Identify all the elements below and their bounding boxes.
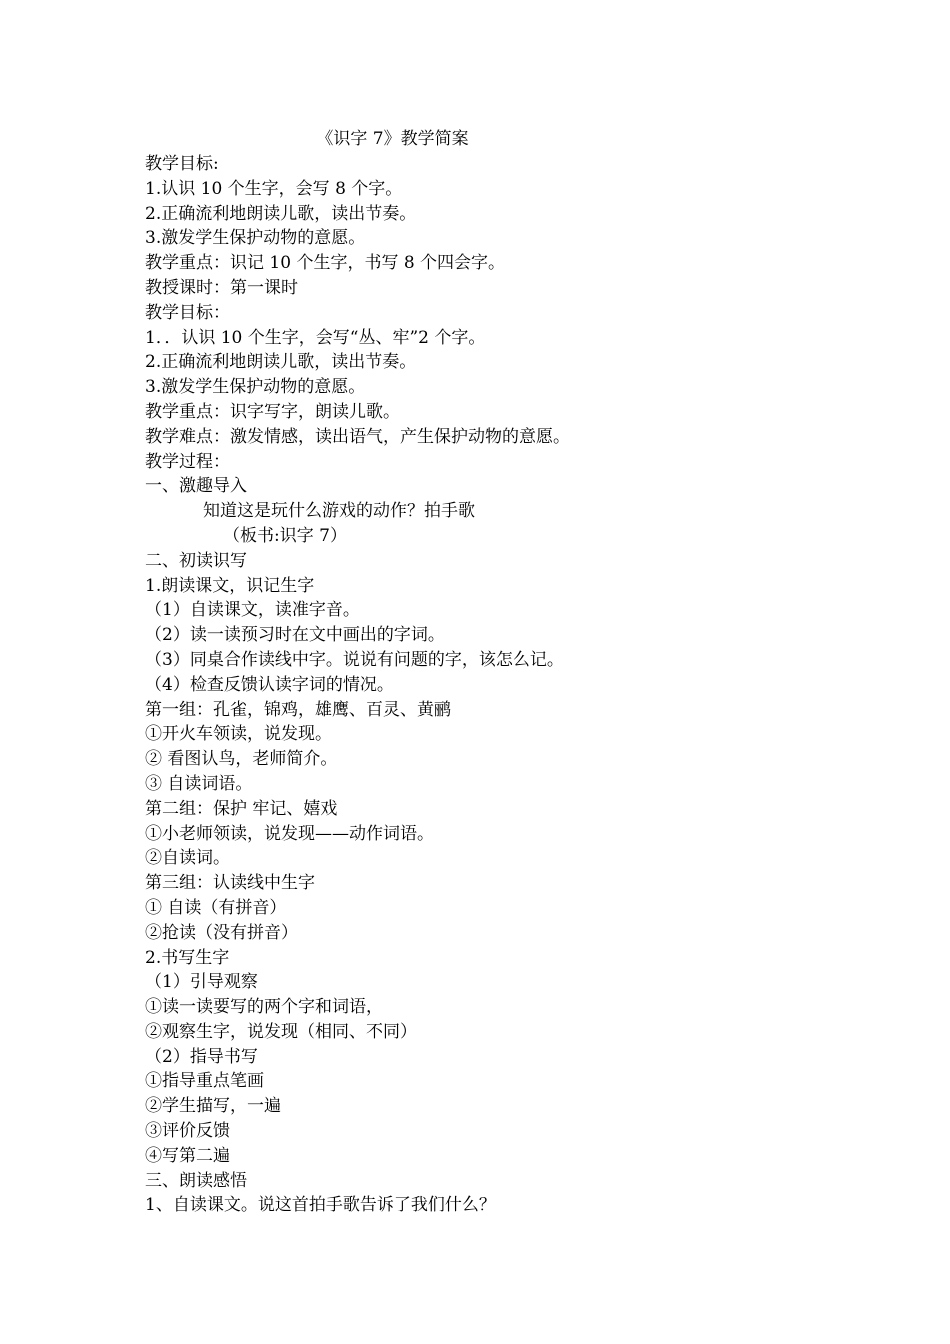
text-line: ② 看图认鸟，老师简介。 [145,749,338,770]
text-line: ① 自读（有拼音） [145,897,287,918]
text-line: （4）检查反馈认读字词的情况。 [145,674,394,695]
text-line: 教学目标: [145,154,219,174]
text-line: 2.正确流利地朗读儿歌，读出节奏。 [145,203,417,224]
text-line: ①指导重点笔画 [145,1071,264,1092]
text-line: 教学重点：识字写字，朗读儿歌。 [145,401,400,422]
text-line: 教授课时：第一课时 [145,277,298,298]
text-line: 第三组：认读线中生字 [145,873,315,894]
text-line: ④写第二遍 [145,1145,230,1166]
text-line: ③ 自读词语。 [145,773,253,794]
text-line: 知道这是玩什么游戏的动作？拍手歌 [203,501,475,522]
text-line: ①开火车领读，说发现。 [145,724,332,745]
text-line: ②自读词。 [145,848,230,869]
text-line: （3）同桌合作读线中字。说说有问题的字，该怎么记。 [145,649,564,670]
text-line: 3.激发学生保护动物的意愿。 [145,377,366,398]
text-line: 3.激发学生保护动物的意愿。 [145,228,366,249]
text-line: ①小老师领读，说发现——动作词语。 [145,823,434,844]
text-line: ②学生描写，一遍 [145,1096,281,1117]
text-line: 1.朗读课文，识记生字 [145,575,315,596]
text-line: （2）指导书写 [145,1046,258,1067]
section-heading: 三、朗读感悟 [145,1170,247,1191]
text-line: 2.正确流利地朗读儿歌，读出节奏。 [145,352,417,373]
document-title: 《识字 7》教学简案 [316,129,469,149]
text-line: 教学过程： [145,451,230,472]
document-body [145,152,805,1218]
text-line: （2）读一读预习时在文中画出的字词。 [145,625,445,646]
text-line: ②观察生字，说发现（相同、不同） [145,1021,417,1042]
text-line: 第一组：孔雀，锦鸡，雄鹰、百灵、黄鹂 [145,699,451,720]
section-heading: 二、初读识写 [145,550,247,571]
text-line: 教学目标： [145,302,230,323]
text-line: ③评价反馈 [145,1121,230,1142]
text-line: 1.认识 10 个生字，会写 8 个字。 [145,178,403,199]
text-line: 1．．认识 10 个生字，会写“丛、牢”2 个字。 [145,327,486,348]
text-line: （1）自读课文，读准字音。 [145,600,360,621]
text-line: 教学重点：识记 10 个生字，书写 8 个四会字。 [145,253,506,274]
text-line: 1、自读课文。说这首拍手歌告诉了我们什么？ [145,1195,496,1216]
text-line: ①读一读要写的两个字和词语， [145,997,383,1018]
text-line: ②抢读（没有拼音） [145,922,298,943]
text-line: 第二组：保护 牢记、嬉戏 [145,798,338,819]
text-line: （1）引导观察 [145,972,258,993]
text-line: （板书:识字 7） [223,525,347,546]
text-line: 教学难点：激发情感，读出语气，产生保护动物的意愿。 [145,426,570,447]
section-heading: 一、激趣导入 [145,476,247,497]
text-line: 2.书写生字 [145,947,230,968]
